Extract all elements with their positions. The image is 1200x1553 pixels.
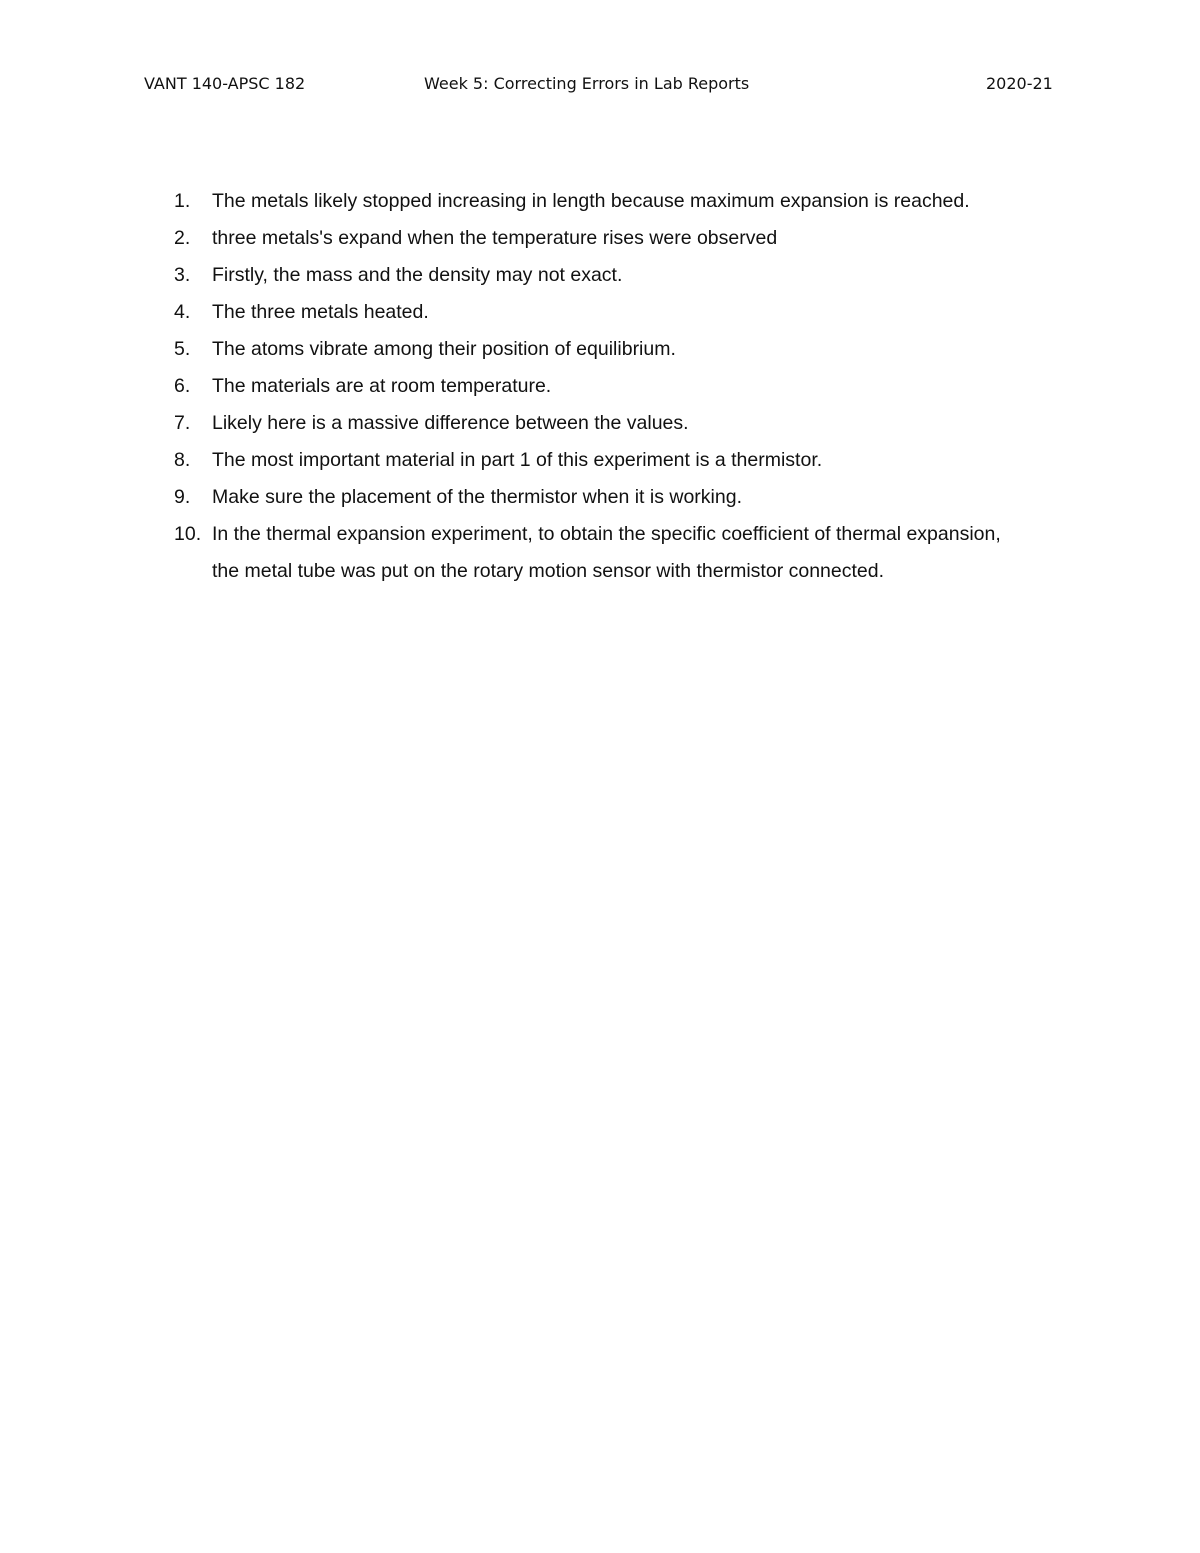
item-number: 3.: [174, 264, 191, 286]
item-number: 2.: [174, 227, 191, 249]
item-number: 6.: [174, 375, 191, 397]
header-title: Week 5: Correcting Errors in Lab Reports: [424, 74, 750, 93]
item-text: three metals's expand when the temperature rises were observed: [212, 227, 778, 249]
item-text: The metals likely stopped increasing in length because maximum expansion is reached.: [212, 190, 970, 212]
list-item: [174, 442, 1074, 479]
header-course: VANT 140-APSC 182: [144, 74, 306, 93]
answer-list: [174, 183, 1074, 590]
item-number: 7.: [174, 412, 191, 434]
item-number: 8.: [174, 449, 191, 471]
item-number: 4.: [174, 301, 191, 323]
list-item: [174, 405, 1074, 442]
list-item: [174, 220, 1074, 257]
item-text: The three metals heated.: [212, 301, 429, 323]
list-item: [174, 331, 1074, 368]
list-item: [174, 294, 1074, 331]
item-number: 10.: [174, 523, 202, 545]
header-year: 2020-21: [986, 74, 1053, 93]
list-item: [174, 257, 1074, 294]
item-text: Make sure the placement of the thermistor when it is working.: [212, 486, 742, 508]
item-number: 1.: [174, 190, 191, 212]
item-text: The atoms vibrate among their position of equilibrium.: [212, 338, 676, 360]
item-number: 9.: [174, 486, 191, 508]
item-text: The most important material in part 1 of this experiment is a thermistor.: [212, 449, 823, 471]
item-text: The materials are at room temperature.: [212, 375, 552, 397]
item-text: Firstly, the mass and the density may not exact.: [212, 264, 623, 286]
item-text: Likely here is a massive difference between the values.: [212, 412, 689, 434]
item-number: 5.: [174, 338, 191, 360]
item-text: In the thermal expansion experiment, to obtain the specific coefficient of thermal expansion, the metal tube was put on the rotary motion sensor with thermistor connected.: [212, 523, 1001, 582]
list-item: [174, 183, 1074, 220]
list-item: [174, 479, 1074, 516]
list-item: [174, 368, 1074, 405]
list-item: [174, 516, 1012, 590]
